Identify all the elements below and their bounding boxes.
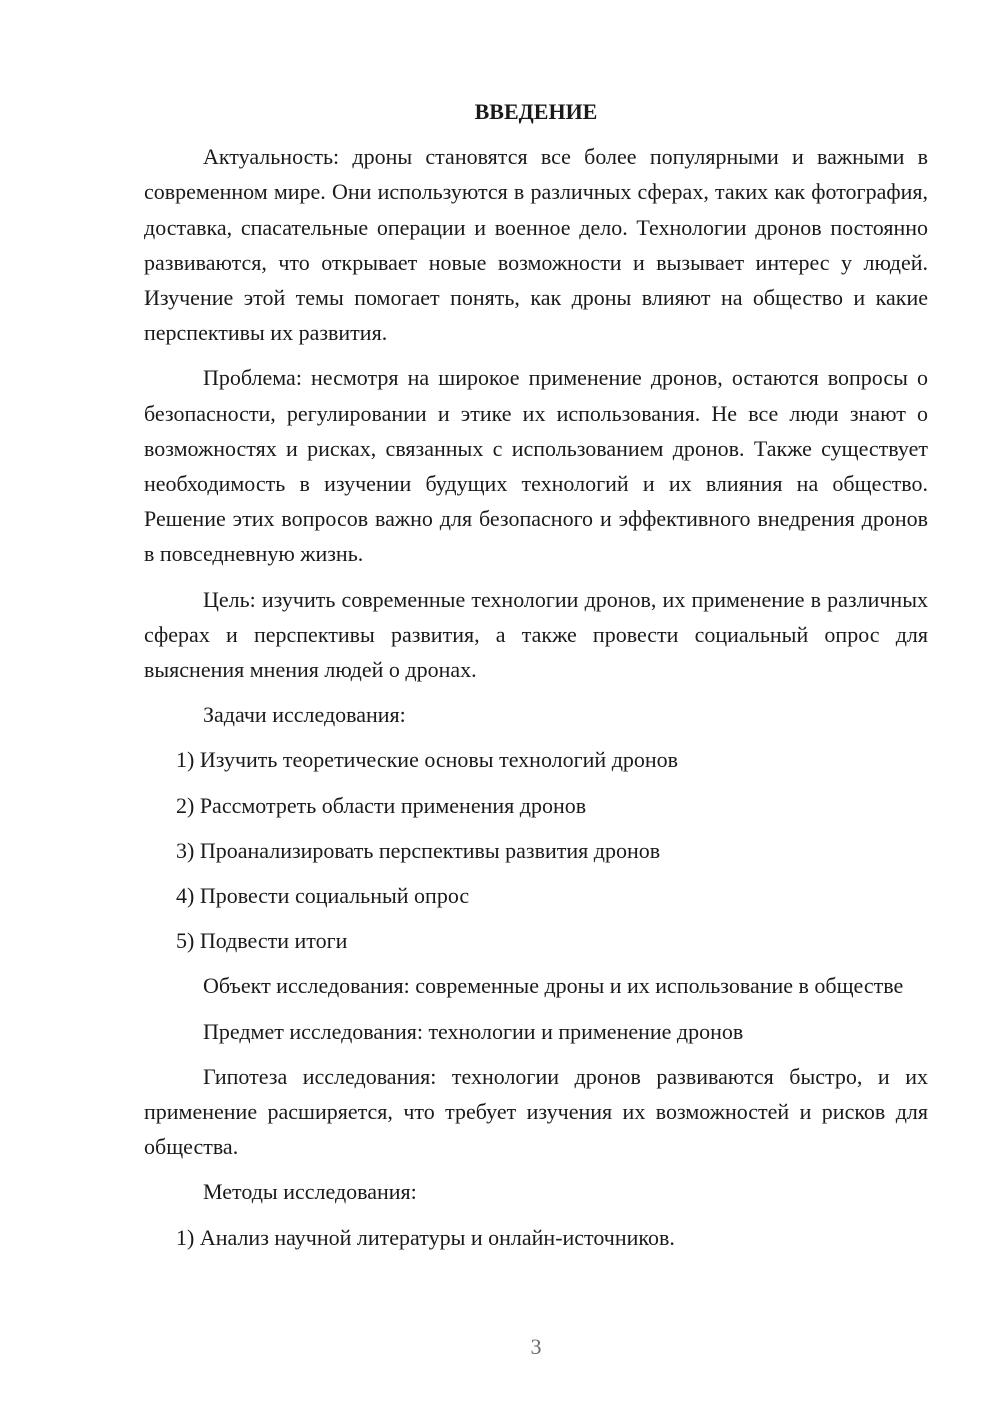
task-item: 1) Изучить теоретические основы технологий дронов bbox=[176, 747, 679, 773]
problem-paragraph: Проблема: несмотря на широкое применение дронов, остаются вопросы о безопасности, регулировании и этике их использования. Не все люди знают о возможностях и рисках, связанных с использованием дронов. Также существует необходимость в изучении будущих технологий и их влияния на общество. Решение этих вопросов важно для безопасного и эффективного внедрения дронов в повседневную жизнь. bbox=[144, 365, 928, 567]
task-item: 4) Провести социальный опрос bbox=[176, 883, 470, 909]
object-paragraph: Объект исследования: современные дроны и их использование в обществе bbox=[203, 973, 904, 999]
task-item: 2) Рассмотреть области применения дронов bbox=[176, 792, 587, 818]
subject-paragraph: Предмет исследования: технологии и применение дронов bbox=[203, 1018, 744, 1044]
goal-paragraph: Цель: изучить современные технологии дронов, их применение в различных сферах и перспективы развития, а также провести социальный опрос для выяснения мнения людей о дронах. bbox=[144, 586, 928, 683]
task-item: 3) Проанализировать перспективы развития дронов bbox=[176, 837, 661, 863]
tasks-heading: Задачи исследования: bbox=[203, 702, 406, 728]
relevance-paragraph: Актуальность: дроны становятся все более популярными и важными в современном мире. Они используются в различных сферах, таких как фотография, доставка, спасательные операции и военное дело. Технологии дронов постоянно развиваются, что открывает новые возможности и вызывает интерес у людей. Изучение этой темы помогает понять, как дроны влияют на общество и какие перспективы их развития. bbox=[144, 144, 928, 346]
document-body bbox=[144, 94, 928, 1265]
methods-heading: Методы исследования: bbox=[203, 1179, 417, 1205]
task-item: 5) Подвести итоги bbox=[176, 928, 348, 954]
page-number: 3 bbox=[530, 1334, 542, 1359]
hypothesis-paragraph: Гипотеза исследования: технологии дронов развиваются быстро, и их применение расширяется, что требует изучения их возможностей и рисков для общества. bbox=[144, 1063, 928, 1160]
method-item: 1) Анализ научной литературы и онлайн-источников. bbox=[176, 1224, 675, 1250]
section-title: ВВЕДЕНИЕ bbox=[474, 99, 598, 124]
